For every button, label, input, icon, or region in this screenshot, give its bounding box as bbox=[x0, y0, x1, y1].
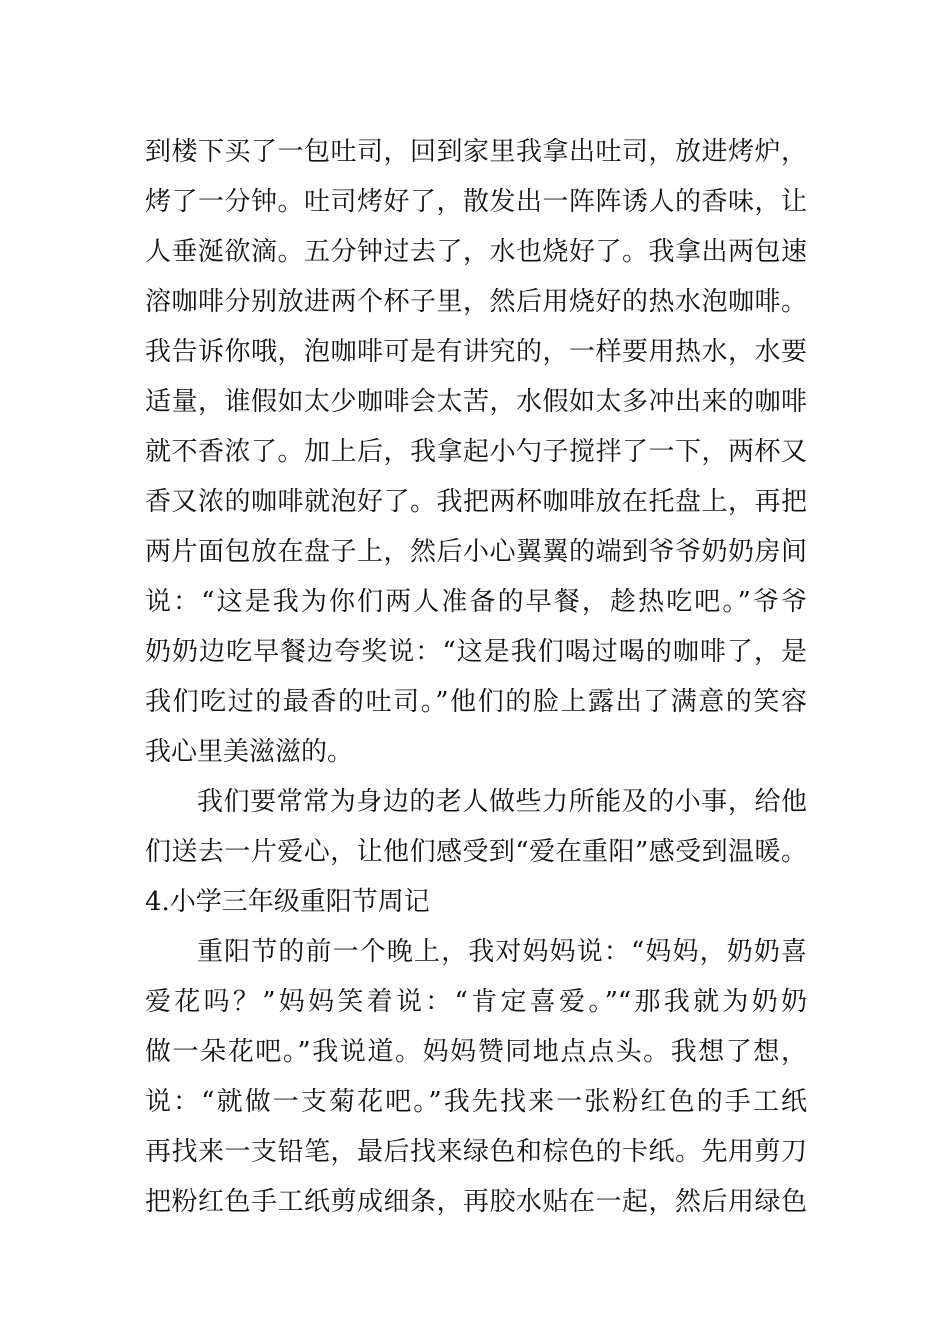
text-line: 奶奶边吃早餐边夸奖说：“这是我们喝过喝的咖啡了，是 bbox=[145, 637, 807, 667]
text-line: 说：“这是我为你们两人准备的早餐，趁热吃吧。”爷爷 bbox=[145, 587, 807, 617]
text-line: 做一朵花吧。”我说道。妈妈赞同地点点头。我想了想， bbox=[145, 1037, 807, 1067]
text-line: 把粉红色手工纸剪成细条，再胶水贴在一起，然后用绿色 bbox=[145, 1187, 807, 1217]
text-line: 爱花吗？”妈妈笑着说：“肯定喜爱。”“那我就为奶奶 bbox=[145, 987, 807, 1017]
text-line: 香又浓的咖啡就泡好了。我把两杯咖啡放在托盘上，再把 bbox=[145, 487, 807, 517]
paragraph-continued bbox=[145, 127, 807, 777]
text-line: 重阳节的前一个晚上，我对妈妈说：“妈妈，奶奶喜 bbox=[197, 937, 807, 967]
text-line: 两片面包放在盘子上，然后小心翼翼的端到爷爷奶奶房间 bbox=[145, 537, 807, 567]
text-line: 们送去一片爱心，让他们感受到“爱在重阳”感受到温暖。 bbox=[145, 837, 807, 867]
text-line: 我们吃过的最香的吐司。”他们的脸上露出了满意的笑容 bbox=[145, 687, 807, 717]
document-body bbox=[145, 127, 807, 1227]
text-line: 我们要常常为身边的老人做些力所能及的小事，给他 bbox=[197, 787, 807, 817]
section-heading: 4.小学三年级重阳节周记 bbox=[145, 887, 430, 917]
text-line: 到楼下买了一包吐司，回到家里我拿出吐司，放进烤炉， bbox=[145, 137, 807, 167]
text-line: 烤了一分钟。吐司烤好了，散发出一阵阵诱人的香味，让 bbox=[145, 187, 807, 217]
text-line: 人垂涎欲滴。五分钟过去了，水也烧好了。我拿出两包速 bbox=[145, 237, 807, 267]
text-line: 适量，谁假如太少咖啡会太苦，水假如太多冲出来的咖啡 bbox=[145, 387, 807, 417]
text-line: 溶咖啡分别放进两个杯子里，然后用烧好的热水泡咖啡。 bbox=[145, 287, 807, 317]
text-line: 我心里美滋滋的。 bbox=[145, 737, 354, 767]
paragraph-new-section bbox=[145, 927, 807, 1227]
text-line: 再找来一支铅笔，最后找来绿色和棕色的卡纸。先用剪刀 bbox=[145, 1137, 807, 1167]
text-line: 我告诉你哦，泡咖啡可是有讲究的，一样要用热水，水要 bbox=[145, 337, 807, 367]
text-line: 说：“就做一支菊花吧。”我先找来一张粉红色的手工纸 bbox=[145, 1087, 807, 1117]
text-line: 就不香浓了。加上后，我拿起小勺子搅拌了一下，两杯又 bbox=[145, 437, 807, 467]
paragraph-conclusion bbox=[145, 777, 807, 877]
